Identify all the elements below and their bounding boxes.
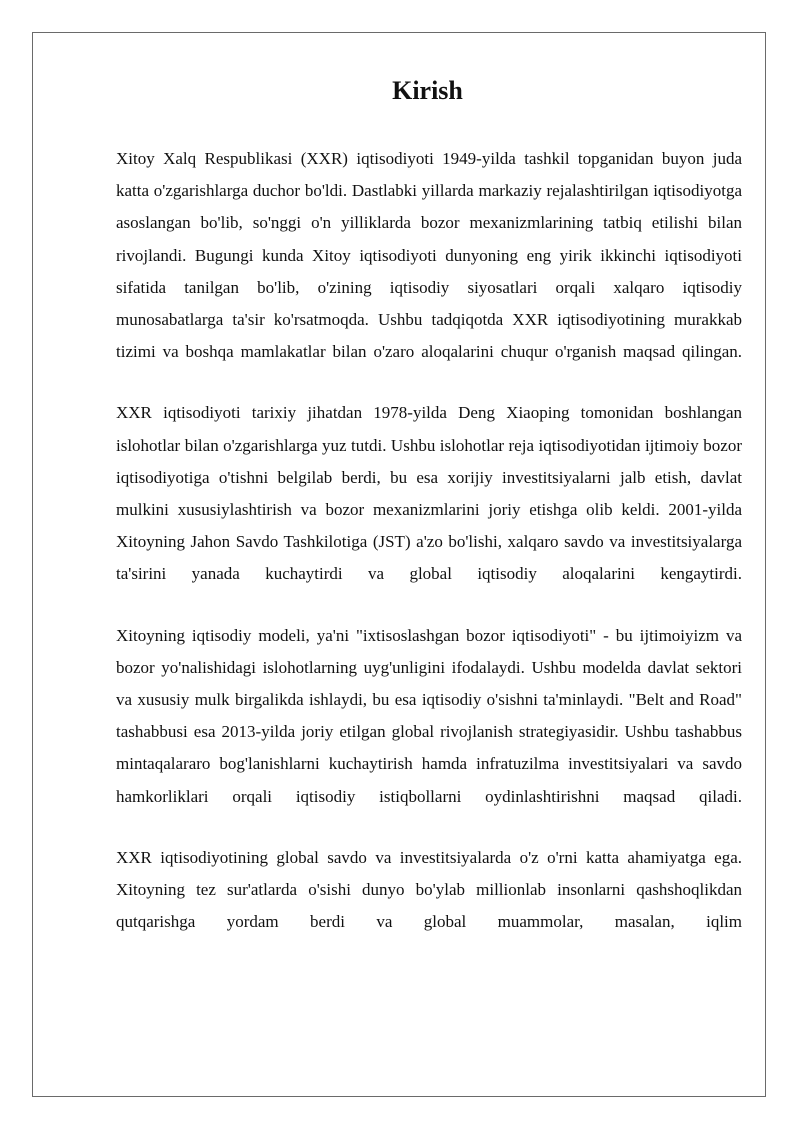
paragraph-2: XXR iqtisodiyoti tarixiy jihatdan 1978-yilda Deng Xiaoping tomonidan boshlangan islohotlar bilan o'zgarishlarga yuz tutdi. Ushbu islohotlar reja iqtisodiyotidan ijtimoiy bozor iqtisodiyotiga o'tishni belgilab berdi, bu esa xorijiy investitsiyalarni jalb etish, davlat mulkini xususiylashtirish va bozor mexanizmlarini joriy etishga olib keldi. 2001-yilda Xitoyning Jahon Savdo Tashkilotiga (JST) a'zo bo'lishi, xalqaro savdo va investitsiyalarga ta'sirini yanada kuchaytirdi va global iqtisodiy aloqalarini kengaytirdi. — [116, 403, 742, 584]
body-text — [116, 143, 742, 967]
page-title: Kirish — [392, 76, 463, 105]
paragraph-4: XXR iqtisodiyotining global savdo va investitsiyalarda o'z o'rni katta ahamiyatga ega. Xitoyning tez sur'atlarda o'sishi dunyo bo'ylab millionlab insonlarni qashshoqlikdan qutqarishga yordam berdi va global muammolar, masalan, iqlim — [116, 847, 742, 932]
paragraph-1: Xitoy Xalq Respublikasi (XXR) iqtisodiyoti 1949-yilda tashkil topganidan buyon juda katta o'zgarishlarga duchor bo'ldi. Dastlabki yillarda markaziy rejalashtirilgan iqtisodiyotga asoslangan bo'lib, so'nggi o'n yilliklarda bozor mexanizmlarining tatbiq etilishi bilan rivojlandi. Bugungi kunda Xitoy iqtisodiyoti dunyoning eng yirik ikkinchi iqtisodiyoti sifatida tanilgan bo'lib, o'zining iqtisodiy siyosatlari orqali xalqaro iqtisodiy munosabatlarga ta'sir ko'rsatmoqda. Ushbu tadqiqotda XXR iqtisodiyotining murakkab tizimi va boshqa mamlakatlar bilan o'zaro aloqalarini chuqur o'rganish maqsad qilingan. — [116, 149, 742, 362]
paragraph-3: Xitoyning iqtisodiy modeli, ya'ni "ixtisoslashgan bozor iqtisodiyoti" - bu ijtimoiyizm va bozor yo'nalishidagi islohotlarning uyg'unligini ifodalaydi. Ushbu modelda davlat sektori va xususiy mulk birgalikda ishlaydi, bu esa iqtisodiy o'sishni ta'minlaydi. "Belt and Road" tashabbusi esa 2013-yilda joriy etilgan global rivojlanish strategiyasidir. Ushbu tashabbus mintaqalararo bog'lanishlarni kuchaytirish hamda infratuzilma investitsiyalari va savdo hamkorliklari orqali iqtisodiy istiqbollarni oydinlashtirishni maqsad qiladi. — [116, 625, 742, 806]
page-frame — [32, 32, 766, 1097]
